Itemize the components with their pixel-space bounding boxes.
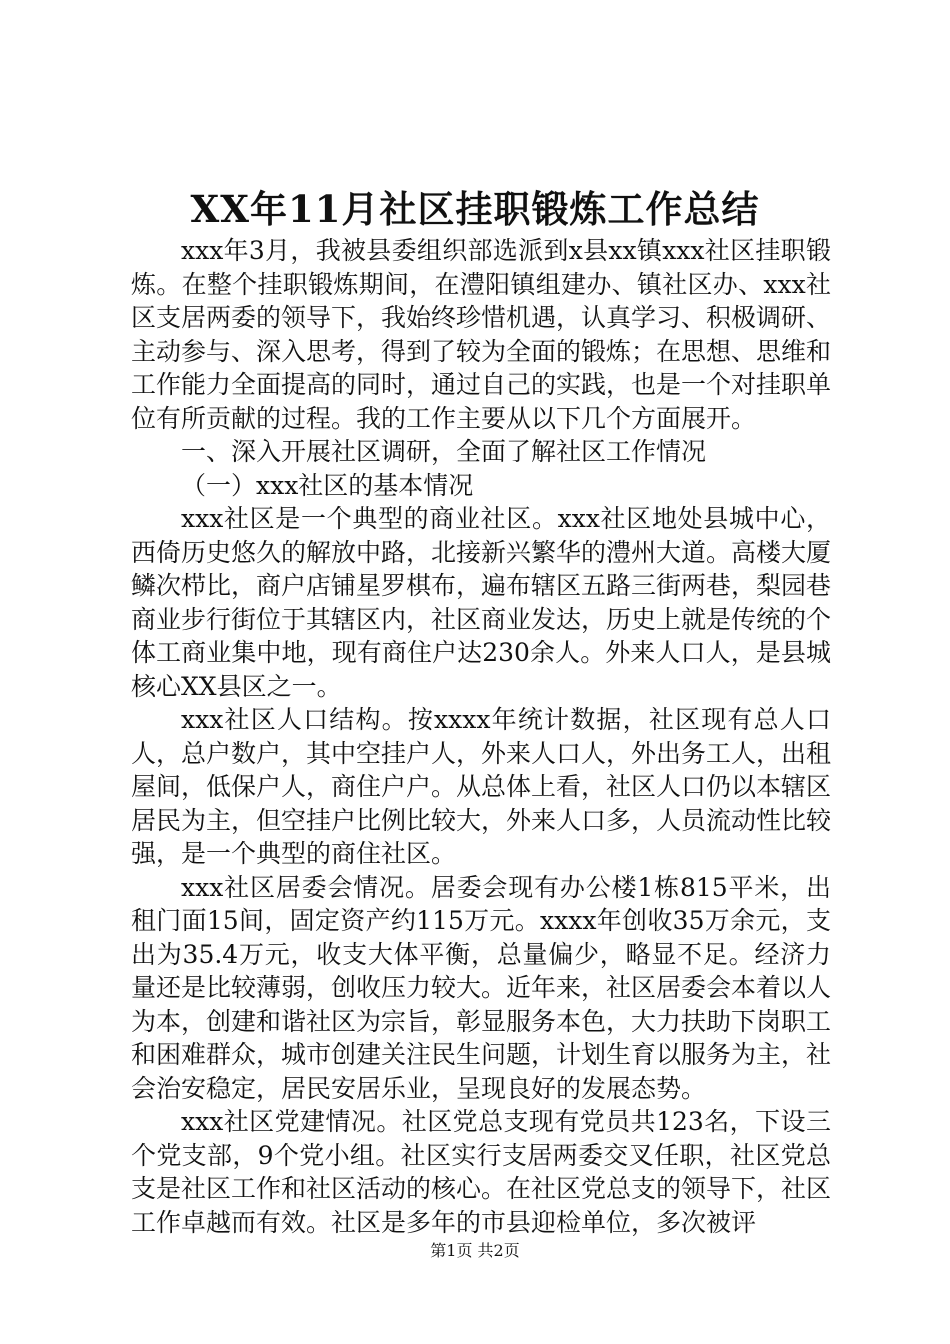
document-body <box>131 234 831 1239</box>
document-title: XX年11月社区挂职锻炼工作总结 <box>190 187 760 231</box>
section-heading: 一、深入开展社区调研，全面了解社区工作情况 <box>181 437 707 466</box>
paragraph-residents-committee: xxx社区居委会情况。居委会现有办公楼1栋815平米，出租门面15间，固定资产约115万元。xxxx年创收35万余元，支出为35.4万元，收支大体平衡，总量偏少，略显不足。经济力量还是比较薄弱，创收压力较大。近年来，社区居委会本着以人为本，创建和谐社区为宗旨，彰显服务本色，大力扶助下岗职工和困难群众，城市创建关注民生问题，计划生育以服务为主，社会治安稳定，居民安居乐业，呈现良好的发展态势。 <box>131 872 832 1103</box>
paragraph-population: xxx社区人口结构。按xxxx年统计数据，社区现有总人口人，总户数户，其中空挂户人，外来人口人，外出务工人，出租屋间，低保户人，商住户户。从总体上看，社区人口仍以本辖区居民为主，但空挂户比例比较大，外来人口多，人员流动性比较强，是一个典型的商住社区。 <box>131 705 832 868</box>
subsection-heading: （一）xxx社区的基本情况 <box>181 470 474 500</box>
paragraph-community-overview: xxx社区是一个典型的商业社区。xxx社区地处县城中心，西倚历史悠久的解放中路，北接新兴繁华的澧州大道。高楼大厦鳞次栉比，商户店铺星罗棋布，遍布辖区五路三街两巷，梨园巷商业步行街位于其辖区内，社区商业发达，历史上就是传统的个体工商业集中地，现有商住户达230余人。外来人口人，是县城核心XX县区之一。 <box>131 504 832 701</box>
page-number-footer: 第1页 共2页 <box>430 1241 520 1260</box>
paragraph-party-building: xxx社区党建情况。社区党总支现有党员共123名，下设三个党支部，9个党小组。社区实行支居两委交叉任职，社区党总支是社区工作和社区活动的核心。在社区党总支的领导下，社区工作卓越而有效。社区是多年的市县迎检单位，多次被评 <box>131 1107 832 1237</box>
paragraph-intro: xxx年3月，我被县委组织部选派到x县xx镇xxx社区挂职锻炼。在整个挂职锻炼期间，在澧阳镇组建办、镇社区办、xxx社区支居两委的领导下，我始终珍惜机遇，认真学习、积极调研、主动参与、深入思考，得到了较为全面的锻炼；在思想、思维和工作能力全面提高的同时，通过自己的实践，也是一个对挂职单位有所贡献的过程。我的工作主要从以下几个方面展开。 <box>131 236 832 433</box>
